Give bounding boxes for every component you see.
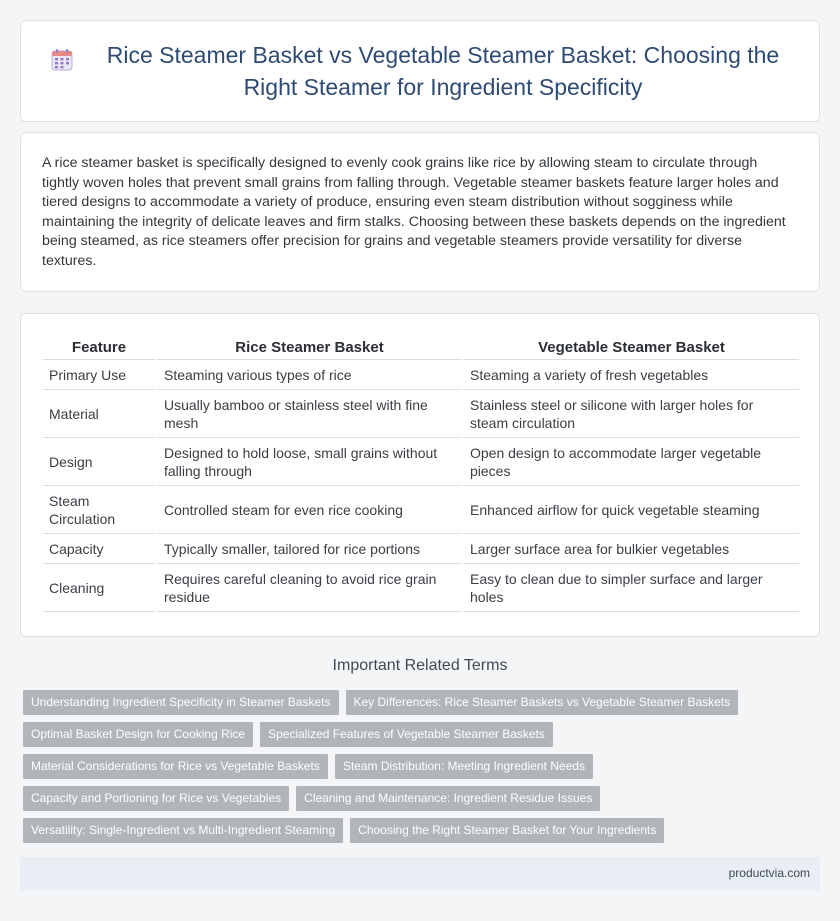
- table-header-row: [43, 336, 799, 360]
- table-row: [43, 390, 799, 438]
- related-term-tag[interactable]: Specialized Features of Vegetable Steamer Baskets: [260, 722, 553, 747]
- header-feature: Feature: [43, 336, 155, 360]
- tag-row: [23, 754, 823, 779]
- related-term-tag[interactable]: Versatility: Single-Ingredient vs Multi-Ingredient Steaming: [23, 818, 343, 843]
- table-row: [43, 564, 799, 612]
- table-row: [43, 534, 799, 564]
- row-vegetable: Larger surface area for bulkier vegetables: [461, 534, 799, 564]
- row-feature: Material: [43, 390, 155, 438]
- row-rice: Usually bamboo or stainless steel with fine mesh: [155, 390, 461, 438]
- related-terms-heading: Important Related Terms: [332, 657, 508, 674]
- header-vegetable-steamer-basket: Vegetable Steamer Basket: [461, 336, 799, 360]
- row-feature: Cleaning: [43, 564, 155, 612]
- row-vegetable: Open design to accommodate larger vegetable pieces: [461, 438, 799, 486]
- row-feature: Capacity: [43, 534, 155, 564]
- related-term-tag[interactable]: Material Considerations for Rice vs Vegetable Baskets: [23, 754, 328, 779]
- related-term-tag[interactable]: Cleaning and Maintenance: Ingredient Residue Issues: [296, 786, 600, 811]
- row-rice: Designed to hold loose, small grains without falling through: [155, 438, 461, 486]
- table-row: [43, 486, 799, 534]
- tag-row: [23, 786, 823, 811]
- related-term-tag[interactable]: Steam Distribution: Meeting Ingredient Needs: [335, 754, 593, 779]
- related-term-tag[interactable]: Key Differences: Rice Steamer Baskets vs Vegetable Steamer Baskets: [346, 690, 739, 715]
- row-vegetable: Easy to clean due to simpler surface and larger holes: [461, 564, 799, 612]
- comparison-table: [43, 336, 799, 612]
- comparison-table-card: [20, 313, 820, 637]
- tag-row: [23, 818, 823, 843]
- related-term-tag[interactable]: Understanding Ingredient Specificity in Steamer Baskets: [23, 690, 339, 715]
- title-card: [20, 20, 820, 122]
- row-vegetable: Enhanced airflow for quick vegetable steaming: [461, 486, 799, 534]
- row-vegetable: Stainless steel or silicone with larger holes for steam circulation: [461, 390, 799, 438]
- calendar-icon: [50, 48, 74, 72]
- row-vegetable: Steaming a variety of fresh vegetables: [461, 360, 799, 390]
- row-rice: Typically smaller, tailored for rice portions: [155, 534, 461, 564]
- related-terms-list: [23, 690, 823, 850]
- row-rice: Requires careful cleaning to avoid rice grain residue: [155, 564, 461, 612]
- footer: [20, 857, 820, 890]
- row-feature: Primary Use: [43, 360, 155, 390]
- footer-site-link[interactable]: productvia.com: [728, 866, 810, 880]
- row-rice: Controlled steam for even rice cooking: [155, 486, 461, 534]
- title-wrap: [50, 39, 790, 103]
- related-term-tag[interactable]: Choosing the Right Steamer Basket for Your Ingredients: [350, 818, 664, 843]
- related-term-tag[interactable]: Capacity and Portioning for Rice vs Vegetables: [23, 786, 289, 811]
- row-feature: Steam Circulation: [43, 486, 155, 534]
- header-rice-steamer-basket: Rice Steamer Basket: [155, 336, 461, 360]
- row-feature: Design: [43, 438, 155, 486]
- related-term-tag[interactable]: Optimal Basket Design for Cooking Rice: [23, 722, 253, 747]
- table-row: [43, 438, 799, 486]
- table-row: [43, 360, 799, 390]
- tag-row: [23, 690, 823, 715]
- intro-card: [20, 132, 820, 292]
- row-rice: Steaming various types of rice: [155, 360, 461, 390]
- tag-row: [23, 722, 823, 747]
- page-title: Rice Steamer Basket vs Vegetable Steamer Basket: Choosing the Right Steamer for Ingredient Specificity: [106, 42, 780, 100]
- intro-paragraph: A rice steamer basket is specifically designed to evenly cook grains like rice by allowing steam to circulate through tightly woven holes that prevent small grains from falling through. Vegetable steamer baskets feature larger holes and tiered designs to accommodate a variety of produce, ensuring even steam distribution without sogginess while maintaining the integrity of delicate leaves and firm stalks. Choosing between these baskets depends on the ingredient being steamed, as rice steamers offer precision for grains and vegetable steamers provide versatility for diverse textures.: [42, 155, 786, 269]
